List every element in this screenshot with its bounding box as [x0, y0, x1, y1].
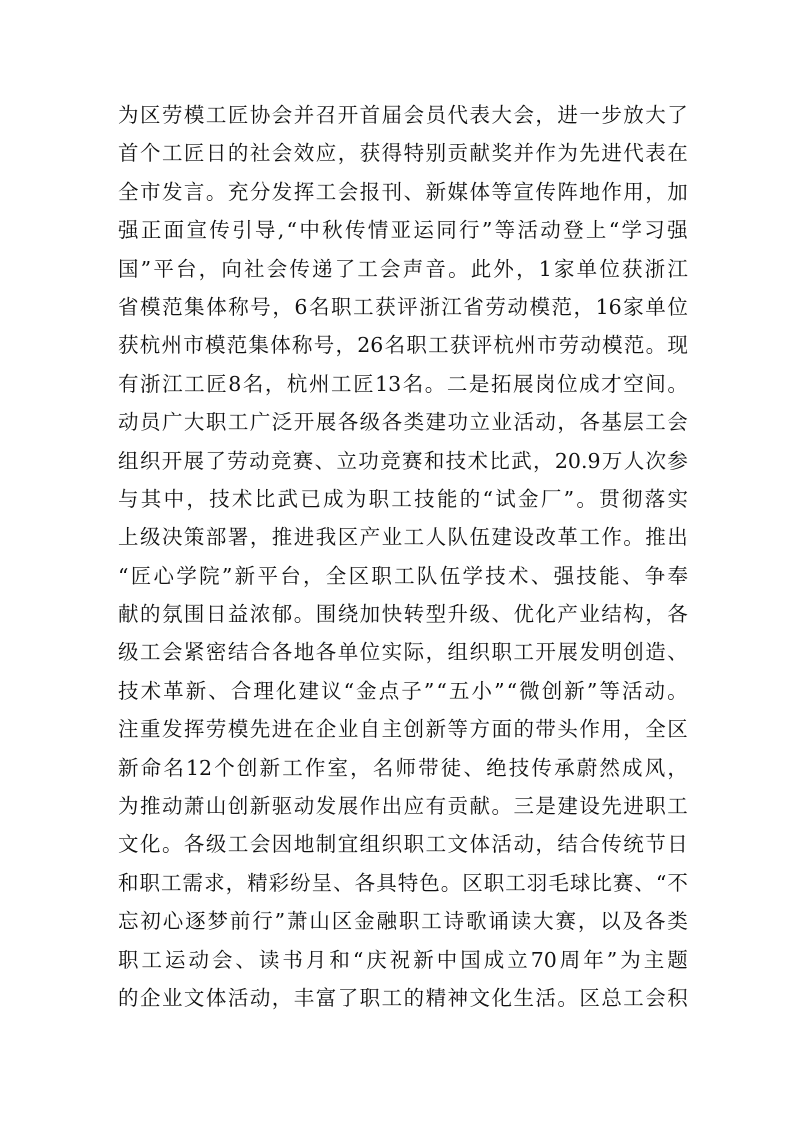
- text-line: 组 织 开 展 了 劳 动 竞 赛 、 立 功 竞 赛 和 技 术 比 武 ， 20.9 万 人 次 参: [118, 448, 688, 473]
- text-line: 获 杭 州 市 模 范 集 体 称 号 ， 26 名 职 工 获 评 杭 州 市 劳 动 模 范 。 现: [118, 333, 688, 358]
- text-line: 省 模 范 集 体 称 号 ， 6 名 职 工 获 评 浙 江 省 劳 动 模 范 ， 16 家 单 位: [118, 294, 688, 319]
- body-text: [118, 96, 688, 1017]
- text-line: 献 的 氛 围 日 益 浓 郁 。 围 绕 加 快 转 型 升 级 、 优 化 产 业 结 构 ， 各: [118, 602, 688, 627]
- text-line: 和 职 工 需 求 ， 精 彩 纷 呈 、 各 具 特 色 。 区 职 工 羽 毛 球 比 赛 、 “ 不: [118, 870, 688, 895]
- text-line: “ 匠 心 学 院 ” 新 平 台 ， 全 区 职 工 队 伍 学 技 术 、 强 技 能 、 争 奉: [118, 563, 688, 588]
- text-line: 强 正 面 宣 传 引 导 , “ 中 秋 传 情 亚 运 同 行 ” 等 活 动 登 上 “ 学 习 强: [118, 218, 688, 243]
- text-line: 新 命 名 12 个 创 新 工 作 室 ， 名 师 带 徒 、 绝 技 传 承 蔚 然 成 风 ，: [118, 755, 688, 780]
- text-line: 首 个 工 匠 日 的 社 会 效 应 ， 获 得 特 别 贡 献 奖 并 作 为 先 进 代 表 在: [118, 141, 688, 166]
- text-line: 为 区 劳 模 工 匠 协 会 并 召 开 首 届 会 员 代 表 大 会 ， 进 一 步 放 大 了: [118, 103, 688, 127]
- text-line: 注 重 发 挥 劳 模 先 进 在 企 业 自 主 创 新 等 方 面 的 带 头 作 用 ， 全 区: [118, 717, 688, 742]
- text-line: 上 级 决 策 部 署 ， 推 进 我 区 产 业 工 人 队 伍 建 设 改 革 工 作 。 推 出: [118, 525, 688, 550]
- text-line: 的 企 业 文 体 活 动 ， 丰 富 了 职 工 的 精 神 文 化 生 活 。 区 总 工 会 积: [118, 985, 688, 1010]
- text-line: 为 推 动 萧 山 创 新 驱 动 发 展 作 出 应 有 贡 献 。 三 是 建 设 先 进 职 工: [118, 794, 688, 819]
- text-line: 与 其 中 ， 技 术 比 武 已 成 为 职 工 技 能 的 “ 试 金 厂 ” 。 贯 彻 落 实: [118, 486, 688, 511]
- text-line: 文 化 。 各 级 工 会 因 地 制 宜 组 织 职 工 文 体 活 动 ， 结 合 传 统 节 日: [118, 832, 688, 857]
- text-line: 职 工 运 动 会 、 读 书 月 和 “ 庆 祝 新 中 国 成 立 70 周 年 ” 为 主 题: [118, 947, 688, 972]
- text-line: 忘 初 心 逐 梦 前 行 ” 萧 山 区 金 融 职 工 诗 歌 诵 读 大 赛 ， 以 及 各 类: [118, 909, 688, 934]
- text-line: 全 市 发 言 。 充 分 发 挥 工 会 报 刊 、 新 媒 体 等 宣 传 阵 地 作 用 ， 加: [118, 179, 688, 204]
- text-line: 技 术 革 新 、 合 理 化 建 议 “ 金 点 子 ” “ 五 小 ” “ 微 创 新 ” 等 活 动 。: [118, 678, 688, 703]
- text-line: 国 ” 平 台 ， 向 社 会 传 递 了 工 会 声 音 。 此 外 ， 1 家 单 位 获 浙 江: [118, 256, 688, 281]
- text-line: 有 浙 江 工 匠 8 名 ， 杭 州 工 匠 13 名 。 二 是 拓 展 岗 位 成 才 空 间 。: [118, 371, 688, 396]
- text-line: 动 员 广 大 职 工 广 泛 开 展 各 级 各 类 建 功 立 业 活 动 ， 各 基 层 工 会: [118, 410, 688, 435]
- text-line: 级 工 会 紧 密 结 合 各 地 各 单 位 实 际 ， 组 织 职 工 开 展 发 明 创 造 、: [118, 640, 688, 665]
